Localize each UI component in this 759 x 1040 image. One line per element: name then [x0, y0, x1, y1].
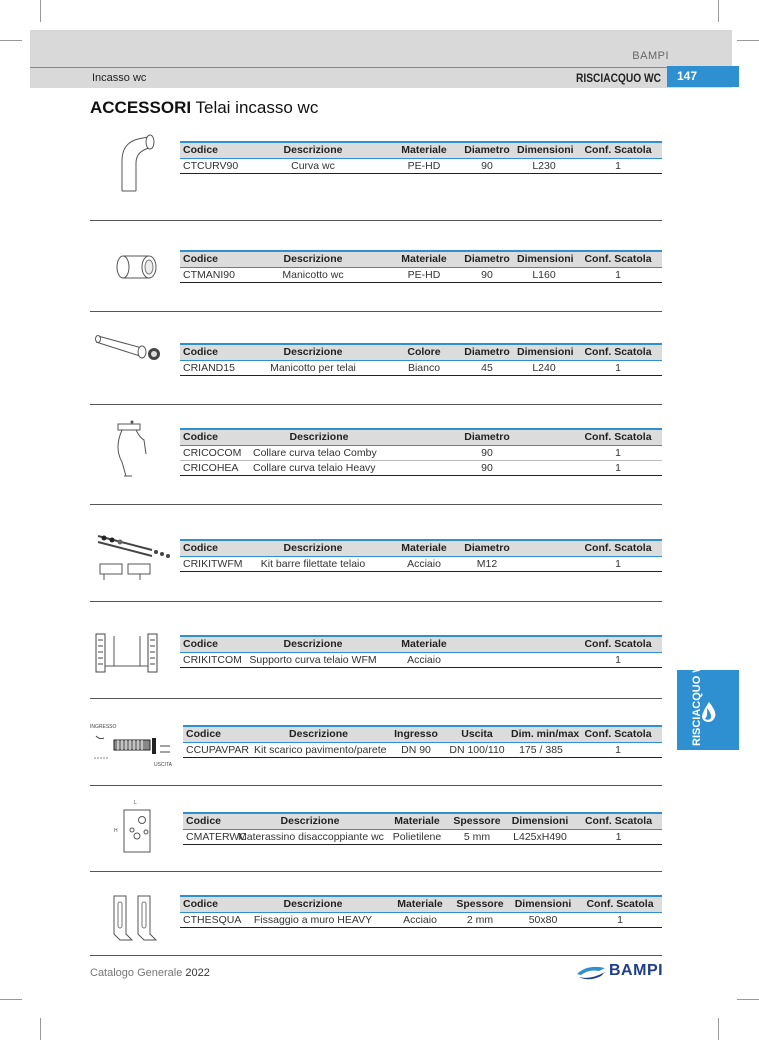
product-table	[183, 725, 662, 758]
table-cell: DN 100/110	[446, 742, 508, 757]
column-header: Descrizione	[238, 344, 388, 360]
footer-rule	[90, 955, 662, 956]
column-header: Descrizione	[238, 251, 388, 267]
column-header: Descrizione	[238, 896, 388, 912]
table-cell	[460, 652, 514, 667]
table-cell: M12	[460, 556, 514, 571]
column-header: Codice	[180, 540, 238, 556]
page-title-bold: ACCESSORI	[90, 98, 192, 117]
column-header: Materiale	[388, 540, 460, 556]
column-header: Materiale	[388, 142, 460, 158]
column-header: Materiale	[388, 896, 452, 912]
table-cell: Acciaio	[388, 652, 460, 667]
fissaggio-image	[110, 894, 162, 944]
crop-mark	[0, 40, 22, 41]
product-code: CRIKITWFM	[180, 556, 238, 571]
column-header: Ingresso	[386, 726, 446, 742]
table-row	[180, 556, 662, 571]
column-header: Dimensioni	[508, 896, 578, 912]
water-drop-icon	[699, 700, 719, 724]
column-header: Conf. Scatola	[578, 896, 662, 912]
column-header	[388, 429, 460, 445]
crop-mark	[718, 1018, 719, 1040]
column-header: Descrizione	[250, 429, 388, 445]
header-brand: BAMPI	[632, 50, 669, 62]
product-code: CRIAND15	[180, 360, 238, 375]
table-cell: 1	[578, 912, 662, 927]
table-cell	[388, 460, 460, 475]
image-label-l: L	[134, 800, 137, 806]
column-header: Descrizione	[238, 142, 388, 158]
table-cell: Acciaio	[388, 556, 460, 571]
table-cell	[514, 445, 574, 460]
table-cell: 90	[460, 445, 514, 460]
table-cell: 90	[460, 267, 514, 282]
table-cell: PE-HD	[388, 267, 460, 282]
product-code: CTHESQUA	[180, 912, 238, 927]
product-description: Manicotto per telai	[238, 360, 388, 375]
table-row	[183, 829, 662, 844]
table-cell: L230	[514, 158, 574, 173]
page-title	[90, 98, 318, 118]
footer-catalog-text	[90, 967, 210, 979]
section-divider	[90, 404, 662, 405]
table-cell: L240	[514, 360, 574, 375]
curva-wc-image	[112, 133, 157, 193]
product-table	[180, 428, 662, 476]
column-header: Diametro	[460, 540, 514, 556]
table-cell: 1	[575, 829, 662, 844]
table-cell	[388, 445, 460, 460]
column-header: Codice	[180, 636, 238, 652]
product-table	[180, 895, 662, 928]
column-header: Dimensioni	[505, 813, 575, 829]
footer-catalog-label: Catalogo Generale	[90, 967, 183, 979]
footer-logo-text: BAMPI	[609, 962, 664, 979]
column-header: Materiale	[388, 251, 460, 267]
product-code: CTMANI90	[180, 267, 238, 282]
image-label-ingresso: INGRESSO	[90, 724, 117, 730]
column-header: Uscita	[446, 726, 508, 742]
table-cell: 90	[460, 158, 514, 173]
crop-mark	[737, 999, 759, 1000]
column-header: Spessore	[449, 813, 505, 829]
table-cell: 1	[574, 267, 662, 282]
column-header: Codice	[180, 142, 238, 158]
image-label-uscita: USCITA	[154, 762, 172, 768]
section-divider	[90, 220, 662, 221]
header-section-left: Incasso wc	[92, 72, 147, 84]
table-row	[180, 652, 662, 667]
column-header: Codice	[183, 726, 251, 742]
table-cell	[514, 460, 574, 475]
product-description: Materassino disaccoppiante wc	[235, 829, 385, 844]
table-cell	[514, 556, 574, 571]
table-cell: 90	[460, 460, 514, 475]
image-label-h: H	[114, 828, 118, 834]
header-section-right: RISCIACQUO WC	[576, 71, 661, 85]
crop-mark	[40, 1018, 41, 1040]
section-divider	[90, 871, 662, 872]
column-header: Spessore	[452, 896, 508, 912]
manicotto-telai-image	[94, 332, 162, 368]
table-cell: L160	[514, 267, 574, 282]
supporto-curva-image	[94, 632, 160, 676]
column-header: Conf. Scatola	[574, 540, 662, 556]
materassino-drawing	[120, 806, 160, 854]
kit-barre-image	[94, 528, 174, 584]
table-cell: 1	[574, 652, 662, 667]
footer-year: 2022	[185, 967, 210, 979]
table-cell: 2 mm	[452, 912, 508, 927]
table-cell: 1	[574, 742, 662, 757]
page-title-normal: Telai incasso wc	[195, 98, 319, 117]
table-cell: 5 mm	[449, 829, 505, 844]
table-cell: 1	[574, 460, 662, 475]
product-description: Fissaggio a muro HEAVY	[238, 912, 388, 927]
table-cell: 1	[574, 445, 662, 460]
crop-mark	[718, 0, 719, 22]
column-header: Materiale	[385, 813, 449, 829]
table-cell	[514, 652, 574, 667]
product-description: Curva wc	[238, 158, 388, 173]
table-cell: PE-HD	[388, 158, 460, 173]
table-row	[180, 360, 662, 375]
product-code: CCUPAVPAR	[183, 742, 251, 757]
table-cell: 50x80	[508, 912, 578, 927]
column-header: Dimensioni	[514, 251, 574, 267]
table-cell: 1	[574, 360, 662, 375]
section-divider	[90, 698, 662, 699]
kit-scarico-drawing	[90, 730, 174, 762]
product-table	[180, 343, 662, 376]
column-header: Descrizione	[251, 726, 386, 742]
section-divider	[90, 785, 662, 786]
column-header: Diametro	[460, 429, 514, 445]
crop-mark	[0, 999, 22, 1000]
column-header: Codice	[183, 813, 235, 829]
section-divider	[90, 311, 662, 312]
column-header: Diametro	[460, 142, 514, 158]
header-rule	[30, 67, 667, 68]
column-header	[514, 636, 574, 652]
product-description: Kit barre filettate telaio	[238, 556, 388, 571]
column-header: Descrizione	[235, 813, 385, 829]
column-header: Codice	[180, 251, 238, 267]
product-table	[183, 812, 662, 845]
table-row	[180, 912, 662, 927]
section-divider	[90, 601, 662, 602]
table-cell: DN 90	[386, 742, 446, 757]
table-row	[180, 445, 662, 460]
table-row	[180, 267, 662, 282]
product-description: Manicotto wc	[238, 267, 388, 282]
table-cell: 45	[460, 360, 514, 375]
table-cell: 1	[574, 556, 662, 571]
product-table	[180, 635, 662, 668]
side-tab-label: RISCIACQUO WC	[691, 654, 703, 746]
side-section-tab	[677, 654, 739, 750]
materassino-image	[110, 800, 160, 856]
column-header: Conf. Scatola	[574, 429, 662, 445]
product-code: CRICOCOM	[180, 445, 250, 460]
product-description: Supporto curva telaio WFM	[238, 652, 388, 667]
column-header: Dimensioni	[514, 142, 574, 158]
product-table	[180, 141, 662, 174]
product-code: CMATERWC	[183, 829, 235, 844]
column-header: Dimensioni	[514, 344, 574, 360]
product-table	[180, 539, 662, 572]
column-header: Conf. Scatola	[575, 813, 662, 829]
column-header: Conf. Scatola	[574, 142, 662, 158]
column-header: Dim. min/max	[508, 726, 574, 742]
product-code: CRICOHEA	[180, 460, 250, 475]
collare-curva-image	[110, 418, 155, 480]
manicotto-wc-image	[115, 252, 160, 282]
product-description: Collare curva telaio Heavy	[250, 460, 388, 475]
table-cell: 1	[574, 158, 662, 173]
column-header: Conf. Scatola	[574, 726, 662, 742]
product-table	[180, 250, 662, 283]
table-row	[183, 742, 662, 757]
column-header	[460, 636, 514, 652]
column-header: Conf. Scatola	[574, 251, 662, 267]
table-cell: Acciaio	[388, 912, 452, 927]
table-row	[180, 460, 662, 475]
table-cell: Polietilene	[385, 829, 449, 844]
table-cell: Bianco	[388, 360, 460, 375]
column-header	[514, 429, 574, 445]
kit-scarico-image	[90, 724, 174, 772]
column-header: Codice	[180, 429, 250, 445]
product-code: CRIKITCOM	[180, 652, 238, 667]
column-header: Codice	[180, 896, 238, 912]
column-header: Conf. Scatola	[574, 636, 662, 652]
table-cell: 175 / 385	[508, 742, 574, 757]
column-header: Descrizione	[238, 540, 388, 556]
product-description: Kit scarico pavimento/parete	[251, 742, 386, 757]
column-header: Materiale	[388, 636, 460, 652]
column-header: Diametro	[460, 251, 514, 267]
product-code: CTCURV90	[180, 158, 238, 173]
product-description: Collare curva telao Comby	[250, 445, 388, 460]
column-header: Diametro	[460, 344, 514, 360]
column-header: Conf. Scatola	[574, 344, 662, 360]
section-divider	[90, 504, 662, 505]
table-cell: L425xH490	[505, 829, 575, 844]
page-number: 147	[667, 66, 739, 87]
table-row	[180, 158, 662, 173]
column-header: Descrizione	[238, 636, 388, 652]
column-header: Codice	[180, 344, 238, 360]
crop-mark	[737, 40, 759, 41]
column-header	[514, 540, 574, 556]
column-header: Colore	[388, 344, 460, 360]
crop-mark	[40, 0, 41, 22]
